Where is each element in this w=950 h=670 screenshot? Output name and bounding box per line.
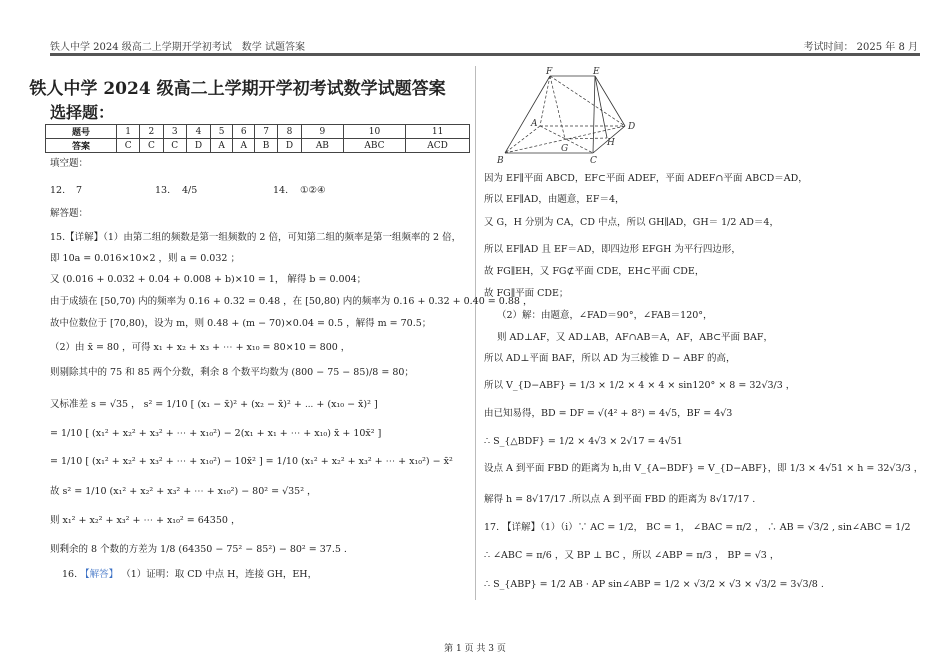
solution-line: （2）解：由题意，∠FAD＝90°，∠FAB＝120°，	[497, 310, 713, 321]
solution-line: 则剔除其中的 75 和 85 两个分数，剩余 8 个数平均数为 (800 − 75 − 85)/8 = 80；	[50, 367, 414, 378]
solution-line: 则 AD⊥AF，又 AD⊥AB，AF∩AB＝A，AF，AB⊂平面 BAF，	[497, 332, 773, 343]
fill-14-ans: ①②④	[300, 185, 326, 196]
question-number: 2	[140, 125, 163, 139]
geometry-figure	[495, 66, 665, 166]
header-right: 考试时间： 2025 年 8 月	[803, 42, 918, 53]
figure-label: E	[593, 67, 600, 77]
answer-cell: C	[140, 139, 163, 153]
fill-13-ans: 4/5	[182, 185, 198, 196]
answer-cell: B	[255, 139, 277, 153]
solution-line: 故 FG∥平面 CDE；	[484, 288, 569, 299]
page-title: 铁人中学 2024 级高二上学期开学初考试数学试题答案	[29, 79, 446, 99]
question-number: 5	[211, 125, 233, 139]
solution-line: 则 x₁² + x₂² + x₃² + ⋯ + x₁₀² = 64350 ，	[50, 515, 241, 526]
header-rule	[50, 53, 920, 56]
solution-line: 所以 EF∥AD，由题意，EF＝4，	[484, 194, 625, 205]
solution-line: 故 s² = 1/10 (x₁² + x₂² + x₃² + ⋯ + x₁₀²) − 80² = √35² ，	[50, 486, 317, 497]
question-number: 4	[186, 125, 210, 139]
solution-line: 又 (0.016 + 0.032 + 0.04 + 0.008 + b)×10 = 1， 解得 b = 0.004；	[50, 274, 367, 285]
solution-line: 15.【详解】（1）由第二组的频数是第一组频数的 2 倍，可知第二组的频率是第一组频率的 2 倍，	[50, 232, 462, 243]
fill-12-ans: 7	[76, 185, 83, 196]
question-number: 11	[406, 125, 470, 139]
question-number: 9	[302, 125, 344, 139]
solution-line: 所以 AD⊥平面 BAF，所以 AD 为三棱锥 D − ABF 的高，	[484, 353, 736, 364]
solution-line: 故中位数位于 [70,80)，设为 m，则 0.48 + (m − 70)×0.04 = 0.5 ，解得 m = 70.5；	[50, 318, 432, 329]
question-number: 7	[255, 125, 277, 139]
solution-line: 所以 EF∥AD 且 EF＝AD，即四边形 EFGH 为平行四边形，	[484, 244, 741, 255]
question-number: 1	[117, 125, 140, 139]
answer-cell: ACD	[406, 139, 470, 153]
page-footer: 第 1 页 共 3 页	[444, 644, 506, 654]
solution-line: （2）由 x̄ = 80 ，可得 x₁ + x₂ + x₃ + ⋯ + x₁₀ = 80×10 = 800 ，	[50, 342, 351, 353]
solution-line: 设点 A 到平面 FBD 的距离为 h,由 V_{A−BDF} = V_{D−ABF}，即 1/3 × 4√51 × h = 32√3/3 ，	[484, 463, 924, 474]
fill-label: 填空题：	[50, 158, 89, 169]
row-label: 题号	[46, 125, 117, 139]
solution-line: ∴ ∠ABC = π/6 ，又 BP ⊥ BC ，所以 ∠ABP = π/3 ， BP = √3 ，	[484, 550, 780, 561]
column-divider	[475, 66, 476, 600]
figure-label: G	[561, 144, 569, 154]
solution-line: = 1/10 [ (x₁² + x₂² + x₃² + ⋯ + x₁₀²) − 2(x₁ + x₁ + ⋯ + x₁₀) x̄ + 10x̄² ]	[50, 428, 382, 439]
figure-label: B	[497, 156, 504, 166]
section-choice: 选择题：	[50, 103, 115, 122]
q16-num: 16.	[62, 569, 78, 580]
question-number: 10	[343, 125, 405, 139]
solution-line: ∴ S_{△BDF} = 1/2 × 4√3 × 2√17 = 4√51	[484, 436, 683, 447]
answer-cell: A	[211, 139, 233, 153]
figure-label: A	[531, 119, 538, 129]
fill-12-num: 12.	[50, 185, 66, 196]
question-number: 6	[233, 125, 255, 139]
solution-line: 则剩余的 8 个数的方差为 1/8 (64350 − 75² − 85²) − 80² = 37.5 .	[50, 544, 347, 555]
fill-14-num: 14.	[273, 185, 289, 196]
figure-label: D	[628, 122, 636, 132]
q16-text: （1）证明：取 CD 中点 H，连接 GH，EH，	[121, 569, 318, 580]
figure-label: H	[607, 138, 615, 148]
answer-table	[45, 124, 470, 153]
solution-line: 故 FG∥EH，又 FG⊄平面 CDE，EH⊂平面 CDE，	[484, 266, 705, 277]
solution-line: 由已知易得，BD = DF = √(4² + 8²) = 4√5，BF = 4√3	[484, 408, 733, 419]
answer-cell: A	[233, 139, 255, 153]
answer-cell: D	[277, 139, 301, 153]
solution-line: 又标准差 s = √35 ， s² = 1/10 [ (x₁ − x̄)² + (x₂ − x̄)² + ⋯ + (x₁₀ − x̄)² ]	[50, 399, 378, 410]
question-number: 3	[163, 125, 186, 139]
solution-line: 由于成绩在 [50,70) 内的频率为 0.16 + 0.32 = 0.48 ，在 [50,80) 内的频率为 0.16 + 0.32 + 0.40 = 0.88 ，	[50, 296, 533, 307]
solution-line: 因为 EF∥平面 ABCD，EF⊂平面 ADEF，平面 ADEF∩平面 ABCD＝AD，	[484, 173, 808, 184]
figure-label: F	[546, 67, 553, 77]
answer-cell: D	[186, 139, 210, 153]
solution-line: 又 G，H 分别为 CA，CD 中点，所以 GH∥AD，GH＝ 1/2 AD＝4，	[484, 217, 779, 228]
answer-cell: C	[117, 139, 140, 153]
solution-line: 解得 h = 8√17/17 .所以点 A 到平面 FBD 的距离为 8√17/17 .	[484, 494, 756, 505]
solve-label: 解答题：	[50, 208, 89, 219]
fill-13-num: 13.	[155, 185, 171, 196]
q16-tag: 【解答】	[80, 569, 119, 580]
header-left: 铁人中学 2024 级高二上学期开学初考试 数学 试题答案	[50, 42, 305, 53]
question-number: 8	[277, 125, 301, 139]
solution-line: 所以 V_{D−ABF} = 1/3 × 1/2 × 4 × 4 × sin120° × 8 = 32√3/3 ，	[484, 380, 796, 391]
figure-label: C	[590, 156, 597, 166]
answer-cell: AB	[302, 139, 344, 153]
solution-line: = 1/10 [ (x₁² + x₂² + x₃² + ⋯ + x₁₀²) − 10x̄² ] = 1/10 (x₁² + x₂² + x₃² + ⋯ + x₁₀²) − x̄²	[50, 456, 453, 467]
q16-start	[62, 568, 317, 582]
solution-line: 即 10a = 0.016×10×2 ，则 a = 0.032 ；	[50, 253, 240, 264]
solution-line: ∴ S_{ABP} = 1/2 AB · AP sin∠ABP = 1/2 × √3/2 × √3 × √3/2 = 3√3/8 .	[484, 579, 824, 590]
answer-cell: C	[163, 139, 186, 153]
row-label: 答案	[46, 139, 117, 153]
solution-line: 17. 【详解】（1）（i）∵ AC = 1/2， BC = 1， ∠BAC = π/2 ， ∴ AB = √3/2 , sin∠ABC = 1/2	[484, 522, 911, 533]
answer-cell: ABC	[343, 139, 405, 153]
